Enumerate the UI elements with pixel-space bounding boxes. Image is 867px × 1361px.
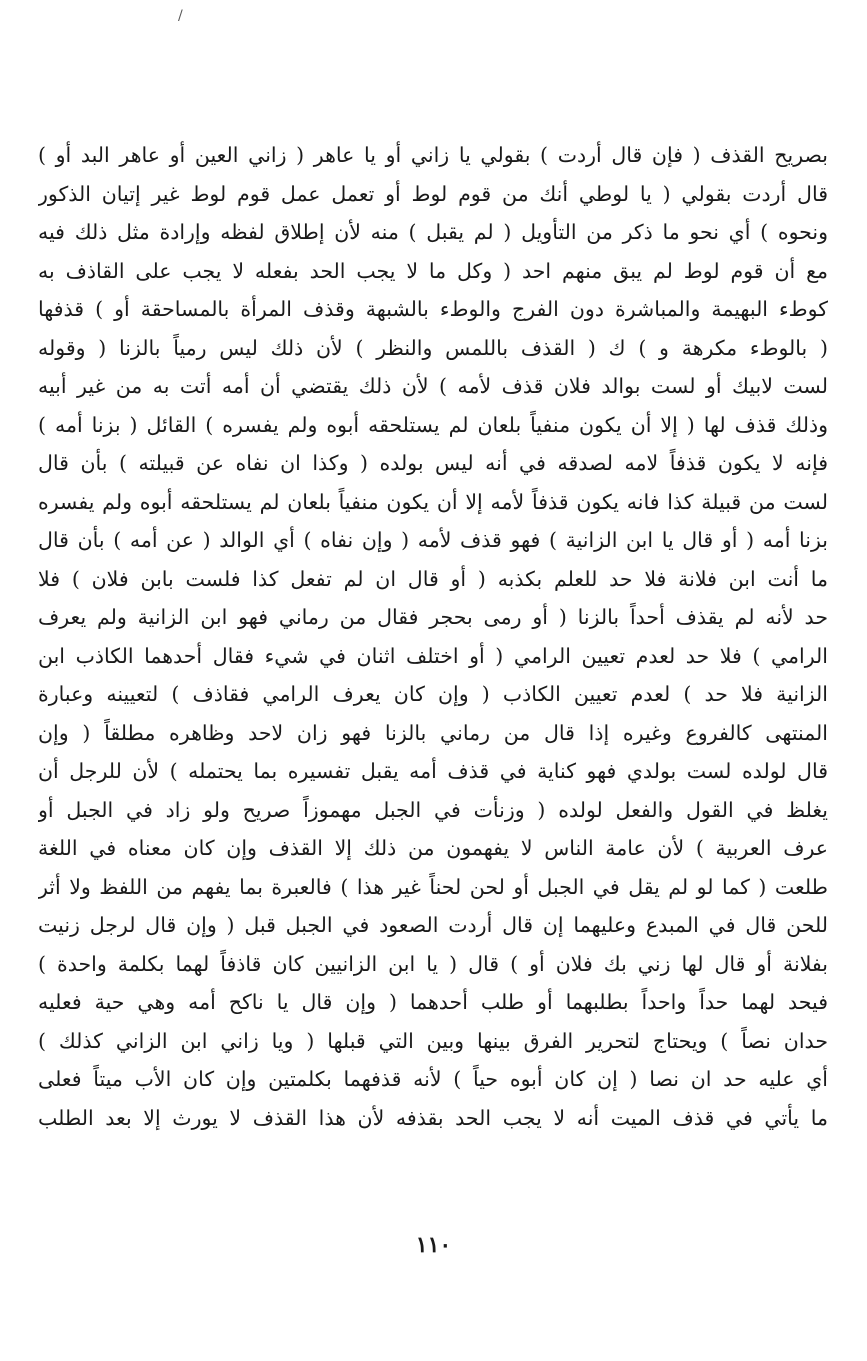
page-number: ١١٠ xyxy=(415,1232,452,1258)
page-mark: / xyxy=(178,8,183,24)
text-line: حد لأنه لم يقذف أحداً بالزنا ( أو رمى بحجر فقال من رماني فهو ابن الزانية ولم يعرف xyxy=(38,605,828,629)
text-line: فإنه لا يكون قذفاً لامه لصدقه في أنه ليس بولده ( وكذا ان نفاه عن قبيلته ) بأن قال xyxy=(38,451,828,475)
text-line: بصريح القذف ( فإن قال أردت ) بقولي يا زاني أو يا عاهر ( زاني العين أو عاهر البد أو ) xyxy=(38,143,828,167)
text-line: قال لولده لست بولدي فهو كناية في قذف أمه يقبل تفسيره بما يحتمله ) لأن للرجل أن xyxy=(38,759,828,783)
text-line: فيحد لهما حداً واحداً بطلبهما أو طلب أحدهما ( وإن قال يا ناكح أمه وهي حية فعليه xyxy=(38,990,828,1014)
text-line: مع أن قوم لوط لم يبق منهم احد ( وكل ما لا يجب الحد بفعله لا يجب على القاذف به xyxy=(38,258,828,283)
text-line: حدان نصاً ) ويحتاج لتحرير الفرق بينها وبين التي قبلها ( ويا زاني ابن الزاني كذلك ) xyxy=(38,1028,828,1053)
text-line: ما يأتي في قذف الميت أنه لا يجب الحد بقذفه لأن هذا القذف لا يورث إلا بعد الطلب xyxy=(38,1105,828,1130)
text-line: يغلظ في القول والفعل لولده ( وزنأت في الجبل مهموزاً صريح ولو زاد في الجبل أو xyxy=(38,797,828,822)
text-line: كوطء البهيمة والمباشرة دون الفرج والوطء بالشبهة وقذف المرأة بالمساحقة أو ) قذفها xyxy=(38,297,828,321)
text-line: بفلانة أو قال لها زني بك فلان أو ) قال ( يا ابن الزانيين كان قاذفاً لهما بكلمة واحدة ) xyxy=(38,951,828,976)
body-text xyxy=(38,136,828,1137)
text-line: لست لابيك أو لست بوالد فلان قذف لأمه ) لأن ذلك يقتضي أن أمه أتت به من غير أبيه xyxy=(38,374,828,398)
text-line: الرامي ) فلا حد لعدم تعيين الرامي ( أو اختلف اثنان في شيء فقال أحدهما الكاذب ابن xyxy=(38,643,828,668)
text-line: المنتهى كالفروع وغيره إذا قال من رماني بالزنا فهو زان لاحد وظاهره مطلقاً ( وإن xyxy=(38,720,828,745)
text-line: الزانية فلا حد ) لعدم تعيين الكاذب ( وإن كان يعرف الرامي فقاذف ) لتعيينه وعبارة xyxy=(38,682,828,706)
text-line: أي عليه حد ان نصا ( إن كان أبوه حياً ) لأنه قذفهما بكلمتين وإن كان الأب ميتاً فعلى xyxy=(38,1067,828,1091)
text-line: بزنا أمه ( أو قال يا ابن الزانية ) فهو قذف لأمه ( وإن نفاه ) أي الوالد ( عن أمه ) بأن قال xyxy=(38,528,828,552)
text-line: لست من قبيلة كذا فانه يكون قذفاً لأمه إلا أن يكون منفياً بلعان لم يستلحقه أبوه ولم يفسره xyxy=(38,489,828,514)
text-line: قال أردت بقولي ( يا لوطي أنك من قوم لوط أو تعمل عمل قوم لوط غير إتيان الذكور xyxy=(38,181,828,206)
text-line: عرف العربية ) لأن عامة الناس لا يفهمون من ذلك إلا القذف وإن كان معناه في اللغة xyxy=(38,836,828,860)
text-line: ونحوه ) أي نحو ما ذكر من التأويل ( لم يقبل ) منه لأن إطلاق لفظه وإرادة مثل ذلك فيه xyxy=(38,220,828,244)
text-line: ما أنت ابن فلانة فلا حد للعلم بكذبه ( أو قال ان لم تفعل كذا فلست بابن فلان ) فلا xyxy=(38,566,828,591)
text-line: ( بالوطء مكرهة و ) ك ( القذف باللمس والنظر ) لأن ذلك ليس رمياً بالزنا ( وقوله xyxy=(38,335,828,360)
text-line: وذلك قذف لها ( إلا أن يكون منفياً بلعان لم يستلحقه أبوه ولم يفسره ) القائل ( بزنا أمه ) xyxy=(38,412,828,437)
text-line: طلعت ( كما لو لم يقل في الجبل أو لحن لحناً غير هذا ) فالعبرة بما يفهم من اللفظ ولا أثر xyxy=(38,874,828,899)
text-line: للحن قال في المبدع وعليهما إن قال أردت الصعود في الجبل قبل ( وإن قال لرجل زنيت xyxy=(38,913,828,937)
